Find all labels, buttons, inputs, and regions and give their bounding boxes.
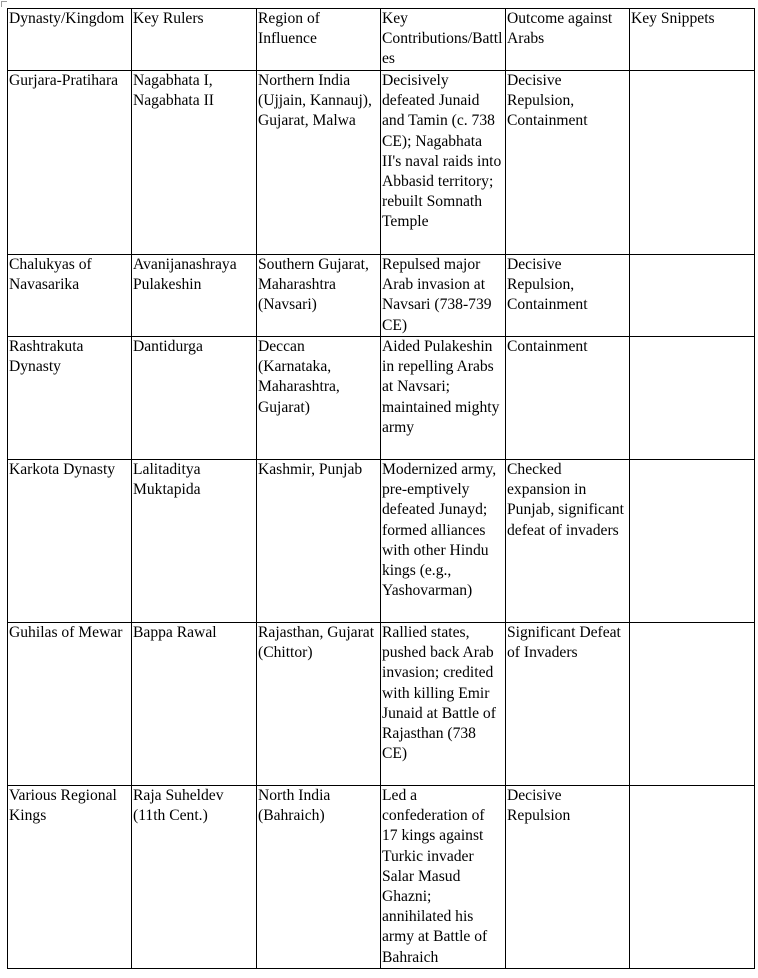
cell-contributions: Repulsed major Arab invasion at Navsari (738-739 CE) bbox=[381, 255, 506, 337]
column-header-outcome: Outcome against Arabs bbox=[506, 9, 630, 71]
cell-dynasty: Karkota Dynasty bbox=[8, 460, 132, 623]
column-header-snippets: Key Snippets bbox=[630, 9, 755, 71]
cell-contributions: Aided Pulakeshin in repelling Arabs at Navsari; maintained mighty army bbox=[381, 337, 506, 460]
cell-region: North India (Bahraich) bbox=[257, 786, 381, 969]
cell-snippets bbox=[630, 337, 755, 460]
cell-outcome: Significant Defeat of Invaders bbox=[506, 623, 630, 786]
table-row bbox=[8, 786, 755, 969]
table-row bbox=[8, 71, 755, 255]
cell-region: Southern Gujarat, Maharashtra (Navsari) bbox=[257, 255, 381, 337]
table-row bbox=[8, 460, 755, 623]
cell-region: Rajasthan, Gujarat (Chittor) bbox=[257, 623, 381, 786]
cell-dynasty: Chalukyas of Navasarika bbox=[8, 255, 132, 337]
cell-contributions: Modernized army, pre-emptively defeated Junayd; formed alliances with other Hindu kings (e.g., Yashovarman) bbox=[381, 460, 506, 623]
cell-snippets bbox=[630, 623, 755, 786]
cell-contributions: Led a confederation of 17 kings against Turkic invader Salar Masud Ghazni; annihilated his army at Battle of Bahraich bbox=[381, 786, 506, 969]
cell-rulers: Raja Suheldev (11th Cent.) bbox=[132, 786, 257, 969]
table-header-row bbox=[8, 9, 755, 71]
column-header-rulers: Key Rulers bbox=[132, 9, 257, 71]
cell-snippets bbox=[630, 71, 755, 255]
cell-region: Deccan (Karnataka, Maharashtra, Gujarat) bbox=[257, 337, 381, 460]
text-boundary-corner-mark bbox=[1, 1, 7, 7]
column-header-dynasty: Dynasty/Kingdom bbox=[8, 9, 132, 71]
table-row bbox=[8, 337, 755, 460]
cell-rulers: Dantidurga bbox=[132, 337, 257, 460]
column-header-contributions: Key Contributions/Battles bbox=[381, 9, 506, 71]
cell-outcome: Containment bbox=[506, 337, 630, 460]
cell-outcome: Decisive Repulsion bbox=[506, 786, 630, 969]
table-row bbox=[8, 255, 755, 337]
cell-region: Northern India (Ujjain, Kannauj), Gujarat, Malwa bbox=[257, 71, 381, 255]
cell-snippets bbox=[630, 255, 755, 337]
cell-snippets bbox=[630, 786, 755, 969]
table-row bbox=[8, 623, 755, 786]
dynasty-comparison-table bbox=[7, 8, 755, 969]
cell-dynasty: Guhilas of Mewar bbox=[8, 623, 132, 786]
column-header-region: Region of Influence bbox=[257, 9, 381, 71]
cell-rulers: Avanijanashraya Pulakeshin bbox=[132, 255, 257, 337]
cell-dynasty: Various Regional Kings bbox=[8, 786, 132, 969]
cell-contributions: Decisively defeated Junaid and Tamin (c. 738 CE); Nagabhata II's naval raids into Abbasid territory; rebuilt Somnath Temple bbox=[381, 71, 506, 255]
cell-outcome: Decisive Repulsion, Containment bbox=[506, 71, 630, 255]
cell-rulers: Lalitaditya Muktapida bbox=[132, 460, 257, 623]
cell-rulers: Bappa Rawal bbox=[132, 623, 257, 786]
cell-outcome: Checked expansion in Punjab, significant defeat of invaders bbox=[506, 460, 630, 623]
cell-contributions: Rallied states, pushed back Arab invasion; credited with killing Emir Junaid at Battle of Rajasthan (738 CE) bbox=[381, 623, 506, 786]
cell-region: Kashmir, Punjab bbox=[257, 460, 381, 623]
cell-rulers: Nagabhata I, Nagabhata II bbox=[132, 71, 257, 255]
cell-snippets bbox=[630, 460, 755, 623]
cell-dynasty: Rashtrakuta Dynasty bbox=[8, 337, 132, 460]
cell-dynasty: Gurjara-Pratihara bbox=[8, 71, 132, 255]
cell-outcome: Decisive Repulsion, Containment bbox=[506, 255, 630, 337]
